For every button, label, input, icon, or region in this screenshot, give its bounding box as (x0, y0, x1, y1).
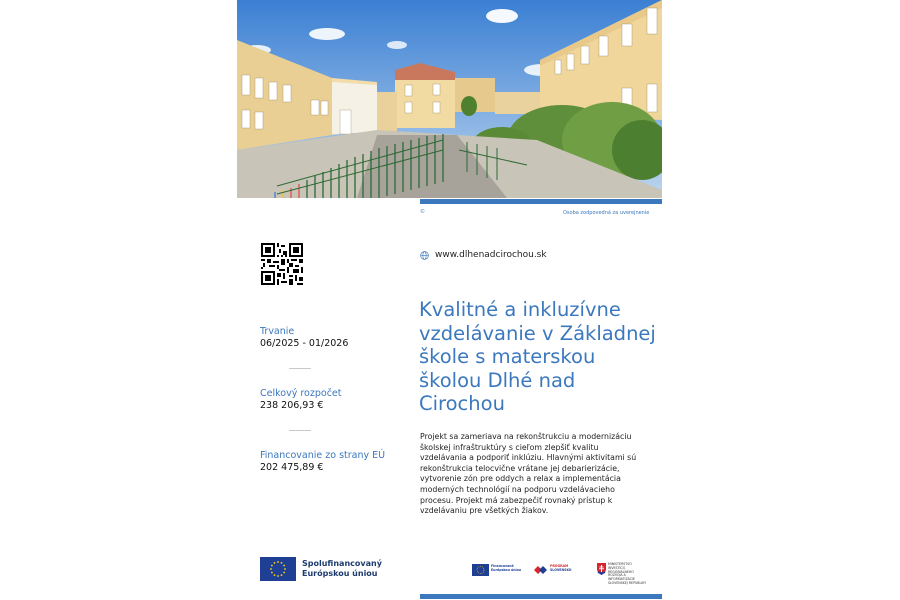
copyright-mark: © (420, 209, 425, 215)
slovak-coat-of-arms-icon (597, 563, 606, 575)
stat-eu-funding (260, 450, 385, 473)
website-link[interactable] (420, 250, 547, 260)
project-title: Kvalitné a inkluzívne vzdelávanie v Základnej škole s materskou školou Dlhé nad Cirochou (419, 298, 656, 415)
stat-value: 202 475,89 € (260, 462, 324, 473)
stat-value: 238 206,93 € (260, 400, 324, 411)
divider (289, 368, 311, 369)
stat-duration (260, 326, 348, 349)
bottom-bar (420, 594, 662, 599)
qr-code[interactable] (261, 243, 303, 285)
globe-icon (420, 251, 429, 260)
partner-logos (472, 562, 647, 585)
program-logo-text: PROGRAM SLOVENSKO (550, 564, 572, 572)
program-slovensko-icon (534, 564, 548, 576)
eu-flag-icon (260, 557, 296, 581)
eu-small-flag-icon (472, 564, 489, 576)
responsible-person-note: Osoba zodpovedná za uverejnenie (563, 210, 650, 216)
stat-label: Celkový rozpočet (260, 388, 342, 399)
eu-cofunded-logo (260, 557, 382, 581)
eu-logo-line1: Spolufinancovaný (302, 559, 382, 568)
eu-logo-line2: Európskou úniou (302, 569, 378, 578)
poster (237, 0, 662, 600)
website-url: www.dlhenadcirochou.sk (435, 250, 547, 260)
project-description: Projekt sa zameriava na rekonštrukciu a modernizáciu školskej infraštruktúry s cieľom zlepšiť kvalitu vzdelávania a podporiť inklúziu. Hlavnými aktivitami sú rekonštrukcia telocvične vrátane jej debarierizácie, vytvorenie zón pre oddych a relax a implementácia moderných technológií na podporu vzdelávacieho procesu. Projekt má zabezpečiť rovnaký prístup k vzdelávaniu pre všetkých žiakov. (420, 432, 637, 516)
stat-label: Trvanie (260, 326, 295, 337)
eu-funded-logo-text: Financované Európskou úniou (491, 564, 522, 572)
photo-underline (420, 199, 662, 204)
divider (289, 430, 311, 431)
stat-value: 06/2025 - 01/2026 (260, 338, 349, 349)
stat-label: Financovanie zo strany EÚ (260, 450, 386, 461)
stat-budget (260, 388, 342, 411)
school-photo (237, 0, 662, 198)
ministry-logo-text: MINISTERSTVO INVESTÍCIÍ, REGIONÁLNEHO ROZVOJA A INFORMATIZÁCIE SLOVENSKEJ REPUBLIKY (608, 562, 647, 585)
